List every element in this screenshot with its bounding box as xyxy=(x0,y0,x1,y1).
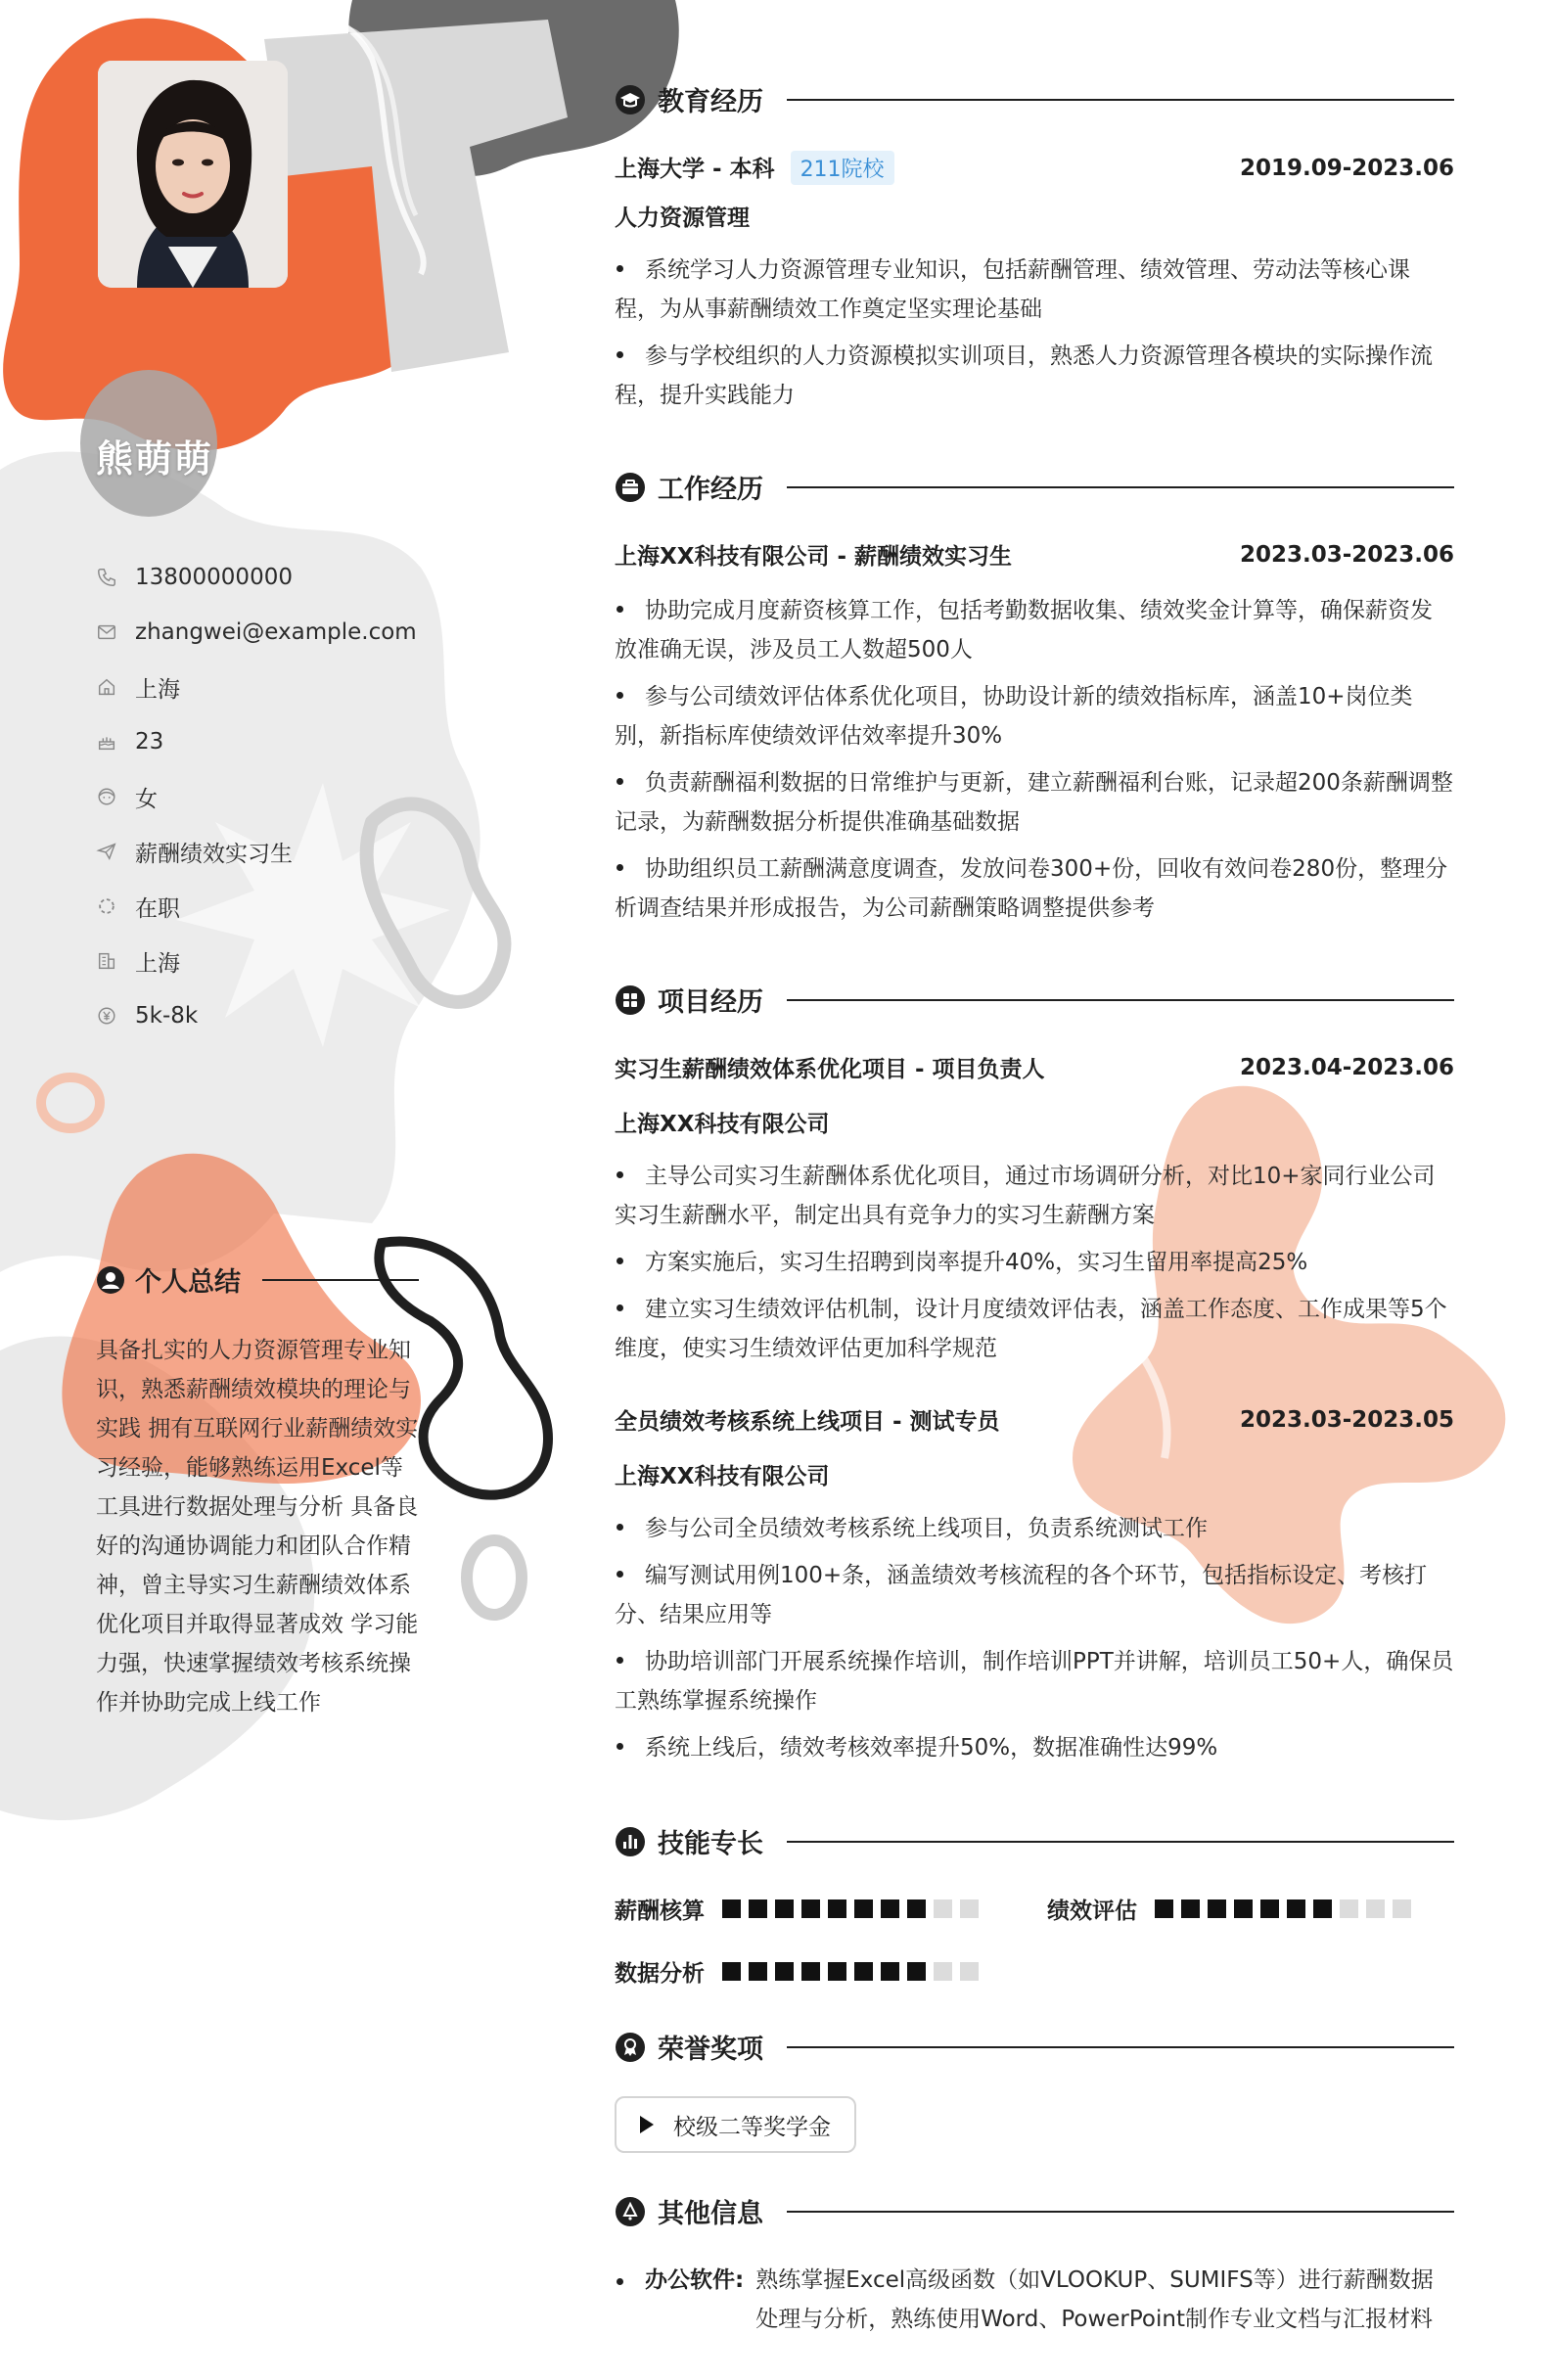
award-chip xyxy=(615,2096,856,2153)
project-company: 上海XX科技有限公司 xyxy=(615,1112,830,1137)
other-heading xyxy=(615,2192,1454,2230)
award-text: 校级二等奖学金 xyxy=(673,2114,831,2140)
skill-level-block xyxy=(1313,1899,1332,1918)
project-bullet-text: 方案实施后，实习生招聘到岗率提升40%，实习生留用率提高25% xyxy=(645,1250,1308,1275)
work-bullet xyxy=(615,677,1454,755)
skill-item xyxy=(1047,1893,1419,1925)
award-icon xyxy=(615,2032,646,2063)
work-bullet xyxy=(615,763,1454,842)
skill-level-block xyxy=(934,1962,952,1981)
heading-rule xyxy=(787,1841,1454,1843)
skill-level-block xyxy=(749,1962,767,1981)
skill-level-block xyxy=(960,1899,979,1918)
project-name-role: 实习生薪酬绩效体系优化项目 - 项目负责人 xyxy=(615,1057,1045,1082)
info-gender xyxy=(96,769,417,824)
skill-name: 薪酬核算 xyxy=(615,1899,705,1924)
skill-level-block xyxy=(828,1899,846,1918)
face-icon xyxy=(96,786,117,807)
skill-level-block xyxy=(934,1899,952,1918)
info-phone xyxy=(96,550,417,605)
work-bullet-text: 协助完成月度薪资核算工作，包括考勤数据收集、绩效奖金计算等，确保薪资发放准确无误，涉及员工人数超500人 xyxy=(615,598,1433,663)
skill-level-block xyxy=(1366,1899,1385,1918)
skill-item xyxy=(615,1893,986,1925)
heading-rule xyxy=(787,999,1454,1001)
skill-level-block xyxy=(881,1962,899,1981)
skill-level-block xyxy=(828,1962,846,1981)
summary-divider xyxy=(262,1279,419,1281)
skill-level-bars xyxy=(1155,1899,1419,1918)
other-item xyxy=(615,2261,1454,2339)
other-text: 熟练掌握Excel高级函数（如VLOOKUP、SUMIFS等）进行薪酬数据处理与分析，熟练使用Word、PowerPoint制作专业文档与汇报材料 xyxy=(755,2267,1434,2332)
home-icon xyxy=(96,676,117,698)
project-bullet xyxy=(615,1157,1454,1235)
city-text: 上海 xyxy=(135,676,180,703)
school-degree: 上海大学 - 本科 xyxy=(615,157,775,182)
project-header-row xyxy=(615,1403,1454,1436)
education-date: 2019.09-2023.06 xyxy=(1239,155,1454,181)
work-date: 2023.03-2023.06 xyxy=(1239,541,1454,568)
project-bullet-text: 主导公司实习生薪酬体系优化项目，通过市场调研分析，对比10+家同行业公司实习生薪酬水平，制定出具有竞争力的实习生薪酬方案 xyxy=(615,1164,1436,1228)
project-bullet xyxy=(615,1243,1454,1282)
skill-level-block xyxy=(1287,1899,1305,1918)
work-bullet xyxy=(615,849,1454,928)
skill-level-block xyxy=(907,1962,926,1981)
heading-rule xyxy=(787,2211,1454,2213)
other-title: 其他信息 xyxy=(658,2199,763,2229)
project-bullet xyxy=(615,1642,1454,1720)
project-bullet-text: 协助培训部门开展系统操作培训，制作培训PPT并讲解，培训员工50+人，确保员工熟练掌握系统操作 xyxy=(615,1649,1454,1714)
email-text: zhangwei@example.com xyxy=(135,619,417,645)
status-icon xyxy=(96,895,117,917)
skill-level-block xyxy=(722,1899,741,1918)
chart-icon xyxy=(615,1826,646,1857)
bullet-dot xyxy=(617,2278,623,2285)
grid-icon xyxy=(615,984,646,1016)
phone-text: 13800000000 xyxy=(135,565,293,590)
education-bullet xyxy=(615,251,1454,329)
age-text: 23 xyxy=(135,729,164,755)
info-city xyxy=(96,660,417,714)
user-icon xyxy=(96,1265,125,1295)
skill-item xyxy=(615,1955,986,1988)
skill-level-block xyxy=(960,1962,979,1981)
project-date: 2023.04-2023.06 xyxy=(1239,1054,1454,1080)
skill-level-block xyxy=(749,1899,767,1918)
briefcase-icon xyxy=(615,472,646,503)
skill-level-block xyxy=(1260,1899,1279,1918)
project-bullet xyxy=(615,1556,1454,1634)
skill-level-block xyxy=(1234,1899,1253,1918)
education-bullet-text: 参与学校组织的人力资源模拟实训项目，熟悉人力资源管理各模块的实际操作流程，提升实践能力 xyxy=(615,343,1433,408)
work-header-row xyxy=(615,538,1454,571)
job-target-text: 薪酬绩效实习生 xyxy=(135,841,293,867)
project-bullet-text: 系统上线后，绩效考核效率提升50%，数据准确性达99% xyxy=(645,1735,1218,1761)
skills-heading xyxy=(615,1822,1454,1860)
info-salary xyxy=(96,988,417,1043)
work-bullet-text: 参与公司绩效评估体系优化项目，协助设计新的绩效指标库，涵盖10+岗位类别，新指标库使绩效评估效率提升30% xyxy=(615,684,1413,749)
heading-rule xyxy=(787,486,1454,488)
skills-title: 技能专长 xyxy=(658,1829,763,1859)
avatar xyxy=(98,61,288,288)
info-icon xyxy=(615,2196,646,2227)
project-name-role: 全员绩效考核系统上线项目 - 测试专员 xyxy=(615,1409,1000,1435)
play-icon xyxy=(640,2116,654,2133)
skill-name: 数据分析 xyxy=(615,1961,705,1987)
project-bullet xyxy=(615,1290,1454,1368)
skill-level-block xyxy=(854,1962,873,1981)
work-bullet-text: 负责薪酬福利数据的日常维护与更新，建立薪酬福利台账，记录超200条薪酬调整记录，为薪酬数据分析提供准确基础数据 xyxy=(615,770,1453,835)
skill-level-block xyxy=(1181,1899,1200,1918)
skill-level-block xyxy=(907,1899,926,1918)
work-bullet xyxy=(615,591,1454,669)
info-status xyxy=(96,879,417,934)
skill-level-block xyxy=(722,1962,741,1981)
summary-title: 个人总结 xyxy=(135,1267,241,1298)
work-heading xyxy=(615,468,1454,506)
skill-level-block xyxy=(775,1899,794,1918)
info-email xyxy=(96,605,417,660)
school-line xyxy=(615,151,894,185)
cake-icon xyxy=(96,731,117,753)
project-date: 2023.03-2023.05 xyxy=(1239,1406,1454,1433)
skill-level-block xyxy=(801,1899,820,1918)
status-text: 在职 xyxy=(135,895,180,922)
info-age xyxy=(96,714,417,769)
education-major: 人力资源管理 xyxy=(615,206,750,231)
summary-text: 具备扎实的人力资源管理专业知识，熟悉薪酬绩效模块的理论与实践 拥有互联网行业薪酬绩效实习经验，能够熟练运用Excel等工具进行数据处理与分析 具备良好的沟通协调能力和团队合作精神，曾主导实习生薪酬绩效体系优化项目并取得显著成效 学习能力强，快速掌握绩效考核系统操作并协助完成上线工作 xyxy=(96,1338,419,1716)
skill-level-block xyxy=(881,1899,899,1918)
salary-text: 5k-8k xyxy=(135,1003,199,1029)
other-label: 办公软件: xyxy=(645,2267,745,2293)
info-job-target xyxy=(96,824,417,879)
skill-level-bars xyxy=(722,1899,986,1918)
education-title: 教育经历 xyxy=(658,87,763,117)
work-company-role: 上海XX科技有限公司 - 薪酬绩效实习生 xyxy=(615,544,1013,570)
building-icon xyxy=(96,950,117,972)
awards-title: 荣誉奖项 xyxy=(658,2035,763,2065)
work-city-text: 上海 xyxy=(135,950,180,977)
work-bullet-text: 协助组织员工薪酬满意度调查，发放问卷300+份，回收有效问卷280份，整理分析调查结果并形成报告，为公司薪酬策略调整提供参考 xyxy=(615,856,1448,921)
project-bullet-text: 参与公司全员绩效考核系统上线项目，负责系统测试工作 xyxy=(645,1516,1208,1541)
skill-name: 绩效评估 xyxy=(1047,1899,1137,1924)
skill-level-block xyxy=(801,1962,820,1981)
project-bullet-text: 建立实习生绩效评估机制，设计月度绩效评估表，涵盖工作态度、工作成果等5个维度，使实习生绩效评估更加科学规范 xyxy=(615,1297,1447,1361)
project-title: 项目经历 xyxy=(658,987,763,1018)
project-bullet xyxy=(615,1728,1454,1767)
skill-level-block xyxy=(854,1899,873,1918)
project-bullet-text: 编写测试用例100+条，涵盖绩效考核流程的各个环节，包括指标设定、考核打分、结果应用等 xyxy=(615,1563,1428,1627)
skill-level-bars xyxy=(722,1962,986,1981)
graduation-cap-icon xyxy=(615,84,646,115)
awards-heading xyxy=(615,2028,1454,2066)
skill-level-block xyxy=(1208,1899,1226,1918)
education-bullet xyxy=(615,337,1454,415)
contact-info xyxy=(96,550,417,1043)
project-header-row xyxy=(615,1051,1454,1083)
education-header-row xyxy=(615,151,1454,185)
summary-heading xyxy=(96,1260,241,1299)
gender-text: 女 xyxy=(135,786,158,812)
project-bullet xyxy=(615,1509,1454,1548)
yuan-icon xyxy=(96,1005,117,1027)
project-company: 上海XX科技有限公司 xyxy=(615,1464,830,1489)
phone-icon xyxy=(96,567,117,588)
education-bullet-text: 系统学习人力资源管理专业知识，包括薪酬管理、绩效管理、劳动法等核心课程，为从事薪酬绩效工作奠定坚实理论基础 xyxy=(615,257,1410,322)
heading-rule xyxy=(787,99,1454,101)
portrait-image xyxy=(98,61,288,288)
school-tag: 211院校 xyxy=(791,151,894,185)
send-icon xyxy=(96,841,117,862)
project-heading xyxy=(615,981,1454,1019)
skill-level-block xyxy=(1340,1899,1358,1918)
education-heading xyxy=(615,80,1454,118)
work-title: 工作经历 xyxy=(658,475,763,505)
candidate-name: 熊萌萌 xyxy=(96,437,214,481)
skill-level-block xyxy=(1155,1899,1173,1918)
skill-level-block xyxy=(775,1962,794,1981)
skill-level-block xyxy=(1393,1899,1411,1918)
info-work-city xyxy=(96,934,417,988)
heading-rule xyxy=(787,2046,1454,2048)
mail-icon xyxy=(96,621,117,643)
